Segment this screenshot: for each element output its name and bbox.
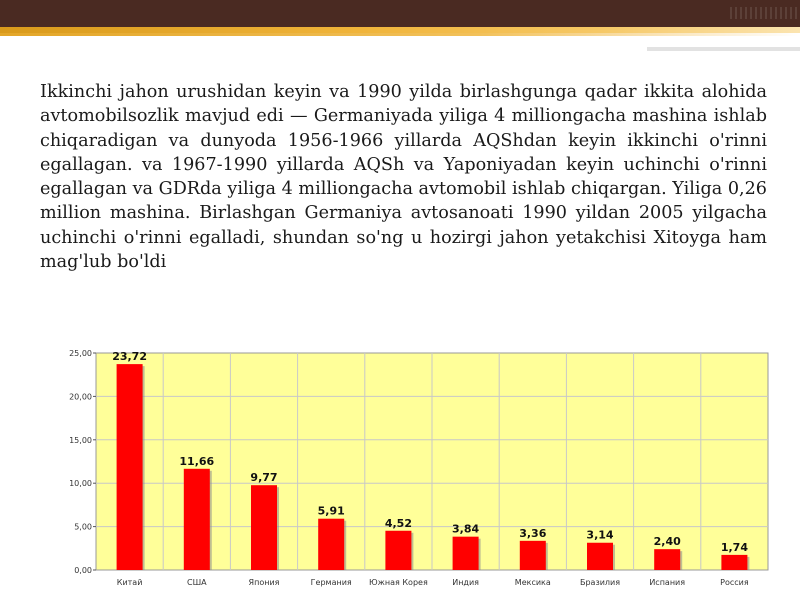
- y-tick-label: 15,00: [69, 435, 92, 445]
- header-band: [0, 0, 800, 27]
- bar-value-label: 9,77: [250, 471, 278, 485]
- slide-paragraph: Ikkinchi jahon urushidan keyin va 1990 yilda birlashgunga qadar ikkita alohida avtomobilsozlik mavjud edi — Germaniyada yiliga 4 milliongacha mashina ishlab chiqaradigan va dunyoda 1956-1966 yillarda AQShdan keyin ikkinchi o'rinni egallagan. va 1967-1990 yillarda AQSh va Yaponiyadan keyin uchinchi o'rinni egallagan va GDRda yiliga 4 milliongacha avtomobil ishlab chiqargan. Yiliga 0,26 million mashina. Birlashgan Germaniya avtosanoati 1990 yildan 2005 yilgacha uchinchi o'rinni egalladi, shundan so'ng u hozirgi jahon yetakchisi Xitoyga ham mag'lub bo'ldi: [40, 82, 767, 273]
- bar-value-label: 1,74: [720, 540, 748, 554]
- decorative-rule: [647, 47, 800, 51]
- bar: [318, 519, 344, 570]
- bar-value-label: 3,84: [452, 522, 480, 536]
- y-tick-label: 25,00: [69, 349, 92, 358]
- bar-value-label: 5,91: [317, 504, 345, 518]
- accent-stripe-secondary: [0, 33, 800, 36]
- bar-value-label: 3,14: [586, 528, 614, 542]
- y-tick-label: 5,00: [74, 522, 92, 532]
- production-chart: [62, 340, 780, 598]
- x-tick-label: Мексика: [514, 578, 551, 587]
- x-tick-label: Южная Корея: [369, 578, 428, 587]
- x-tick-label: Китай: [116, 578, 143, 587]
- bar: [587, 543, 613, 570]
- bar-value-label: 2,40: [653, 535, 681, 549]
- header-texture: [730, 7, 800, 19]
- y-tick-label: 0,00: [74, 566, 92, 575]
- x-tick-label: Россия: [720, 578, 749, 587]
- bar: [184, 469, 210, 570]
- bar: [721, 555, 747, 570]
- bar-value-label: 4,52: [384, 516, 412, 530]
- bar-chart-svg: [62, 340, 780, 598]
- x-tick-label: Германия: [310, 578, 352, 587]
- bar: [654, 549, 680, 570]
- x-tick-label: Испания: [649, 578, 686, 587]
- bar: [117, 364, 143, 570]
- bar: [453, 537, 479, 570]
- bar: [520, 541, 546, 570]
- bar-value-label: 11,66: [179, 454, 215, 468]
- x-tick-label: Бразилия: [579, 578, 621, 587]
- y-tick-label: 20,00: [69, 392, 92, 402]
- x-tick-label: США: [186, 578, 207, 587]
- x-tick-label: Япония: [248, 578, 280, 587]
- bar: [385, 531, 411, 570]
- x-tick-label: Индия: [452, 578, 479, 587]
- bar: [251, 485, 277, 570]
- y-tick-label: 10,00: [69, 479, 92, 489]
- bar-value-label: 23,72: [112, 350, 147, 364]
- bar-value-label: 3,36: [519, 526, 547, 540]
